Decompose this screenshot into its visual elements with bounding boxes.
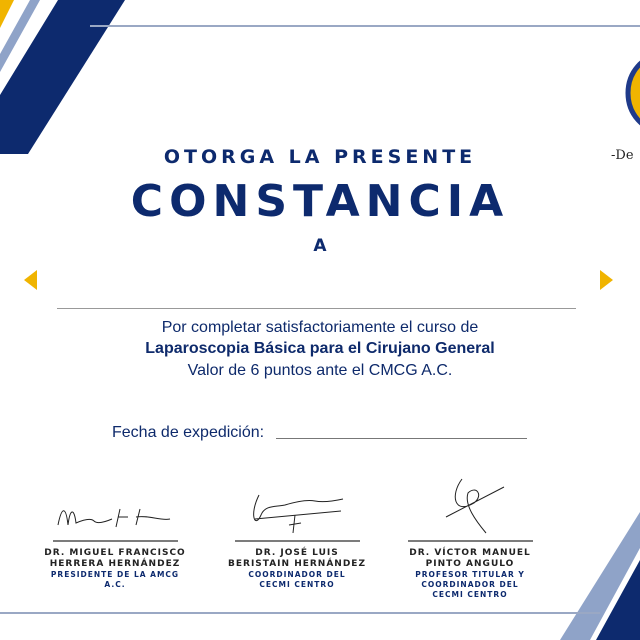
header-line: OTORGA LA PRESENTE	[163, 146, 477, 168]
recipient-name-line	[57, 308, 576, 309]
arrow-right-icon	[600, 270, 613, 290]
top-border-line	[90, 25, 640, 27]
logo-text: -De	[611, 148, 634, 163]
signatory-3: DR. VÍCTOR MANUEL PINTO ANGULO PROFESOR TITULAR Y COORDINADOR DEL CECMI CENTRO	[395, 540, 545, 600]
bottom-border-line	[0, 612, 600, 614]
signatory-2: DR. JOSÉ LUIS BERISTAIN HERNÁNDEZ COORDINADOR DEL CECMI CENTRO	[222, 540, 372, 590]
arrow-left-icon	[24, 270, 37, 290]
body-line-1: Por completar satisfactoriamente el curso de	[161, 319, 479, 336]
date-label: Fecha de expedición:	[112, 424, 265, 441]
recipient-prefix: A	[313, 236, 327, 256]
signatory-1: DR. MIGUEL FRANCISCO HERRERA HERNÁNDEZ PRESIDENTE DE LA AMCG A.C.	[40, 540, 190, 590]
date-field-line	[276, 438, 527, 439]
association-seal-logo	[624, 52, 640, 134]
certificate-title: CONSTANCIA	[130, 176, 510, 227]
course-name: Laparoscopia Básica para el Cirujano General	[145, 340, 495, 357]
signature-2	[245, 485, 355, 540]
body-line-3: Valor de 6 puntos ante el CMCG A.C.	[187, 362, 453, 379]
signature-1	[50, 495, 180, 535]
gold-stripe	[0, 0, 14, 28]
signature-3	[440, 475, 510, 540]
